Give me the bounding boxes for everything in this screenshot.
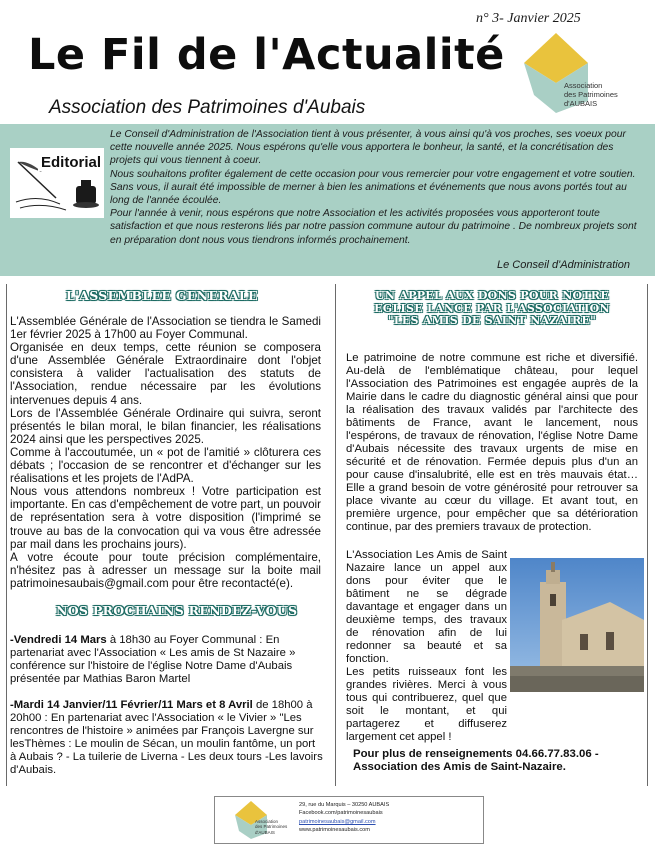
appel-paragraph: Le patrimoine de notre commune est riche et diversifié. Au-delà de l'emblématique château, pour lequel l'Association des Patrimoines est engagée auprès de la Mairie dans le cadre du diagnostic général ainsi que pour la réalisation des travaux validés par l'architecte des bâtiments de France, avant le lancement, nous l'espérons, de travaux de rénovation, l'église Notre Dame d'Aubais nécessite des travaux urgents de mise en sécurité et de rénovation. Fermée depuis plus d'un an pour cause d'insalubrité, elle est en très mauvais état… Elle a grand besoin de votre générosité pour retrouver sa place vivante au cœur du village. Et avant tout, en première urgence, pour empêcher que sa détérioration continue, par des premiers travaux de protection. bbox=[346, 352, 638, 533]
footer-email-link[interactable]: patrimoinesaubais@gmail.com bbox=[299, 818, 376, 825]
logo-text-line: d'AUBAIS bbox=[564, 99, 598, 108]
assemblee-paragraph: Organisée en deux temps, cette réunion se composera d'une Assemblée Générale Extraordinaire dont l'objet consistera à valider l'actualisation des statuts de l'Association, rendue nécessaire par les évolutions intervenues depuis 4 ans. bbox=[10, 341, 321, 407]
church-photo bbox=[510, 558, 644, 692]
footer-logo-text-line: d'AUBAIS bbox=[255, 829, 275, 835]
assemblee-body bbox=[10, 315, 321, 590]
appel-body bbox=[346, 352, 638, 534]
editorial-text bbox=[110, 128, 642, 247]
footer-logo-text-line: Association bbox=[255, 819, 279, 824]
event-date: -Mardi 14 Janvier/11 Février/11 Mars et 8 Avril bbox=[10, 699, 253, 711]
editorial-signature: Le Conseil d'Administration bbox=[497, 259, 630, 271]
event-description: à 18h30 au Foyer Communal : En partenariat avec l'Association « Les amis de St Nazaire » conférence sur l'histoire de l'église Notre Dame d'Aubais présentée par Mathias Baron Martel bbox=[10, 634, 296, 685]
rendezvous-body bbox=[10, 634, 323, 777]
event-date: -Vendredi 14 Mars bbox=[10, 634, 107, 646]
association-logo bbox=[524, 33, 629, 113]
editorial-paragraph: Nous souhaitons profiter également de cette occasion pour vous remercier pour votre engagement et votre soutien. Sans vous, il aurait été impossible de merner à bien les animations et événements que nous avons portés tout au long de l'année écoulée. bbox=[110, 168, 636, 207]
assemblee-heading: L'ASSEMBLEE GENERALE bbox=[66, 288, 258, 303]
appel-heading bbox=[344, 290, 640, 328]
editorial-label: Editorial bbox=[38, 154, 104, 171]
assemblee-paragraph: L'Assemblée Générale de l'Association se tiendra le Samedi 1er février 2025 à 17h00 au Foyer Communal. bbox=[10, 315, 321, 342]
appel-heading-line: "LES AMIS DE SAINT NAZAIRE" bbox=[387, 314, 597, 327]
issue-number: n° 3- Janvier 2025 bbox=[476, 11, 581, 26]
editorial-paragraph: Le Conseil d'Administration de l'Association tient à vous présenter, à vous ainsi qu'à vos proches, ses voeux pour cette nouvelle année 2025. Nous espérons qu'elle vous apportera le bonheur, la santé, et la concrétisation des projets qui vous tiennent à coeur. bbox=[110, 129, 626, 167]
footer-website-link[interactable]: www.patrimoinesaubais.com bbox=[299, 827, 370, 834]
assemblee-paragraph: Lors de l'Assemblée Générale Ordinaire qui suivra, seront présentés le bilan moral, le bilan financier, les réalisations 2024 ainsi que les perspectives 2025. bbox=[10, 406, 321, 446]
footer-facebook-link[interactable]: Facebook.com/patrimoinesaubais bbox=[299, 810, 383, 817]
logo-text-line: des Patrimoines bbox=[564, 90, 618, 99]
footer-logo bbox=[235, 801, 301, 839]
appel-heading-line: EGLISE LANCE PAR L'ASSOCIATION bbox=[374, 301, 610, 315]
event-description: de 18h00 à 20h00 : En partenariat avec l'Association « le Vivier » "Les rencontres de l'histoire » animées par François Lavergne sur lesThèmes : Le moulin de Sécan, un moulin fantôme, un port à Aubais ? - La tuilerie de Liverna - Les deux tours -Les lavoirs d'Aubais. bbox=[10, 699, 323, 776]
event-item bbox=[10, 699, 323, 777]
footer-info bbox=[299, 801, 389, 835]
footer-box bbox=[214, 796, 484, 844]
event-item bbox=[10, 634, 323, 686]
amis-paragraph: Les petits ruisseaux font les grandes rivières. Merci à vous tous qui contribuerez, quel que soit le montant, et qui partagerez et diffuserez largement cet appel ! bbox=[346, 666, 507, 743]
amis-paragraph: L'Association Les Amis de Saint Nazaire lance un appel aux dons pour éviter que le bâtiment ne se dégrade davantage et engager dans un deuxième temps, des travaux de rénovation afin de lui redonner sa beauté et sa fonction. bbox=[346, 549, 507, 665]
footer-logo-text-line: des Patrimoines bbox=[255, 824, 288, 830]
assemblee-paragraph: A votre écoute pour toute précision complémentaire, n'hésitez pas à adresser un message sur la boite mail patrimoinesaubais@gmail.com pour être recontacté(e). bbox=[10, 550, 321, 590]
amis-body bbox=[346, 549, 507, 744]
footer-address: 29, rue du Marquis – 30250 AUBAIS bbox=[299, 802, 390, 808]
assemblee-paragraph: Comme à l'accoutumée, un « pot de l'amitié » clôturera ces débats ; l'occasion de se rencontrer et d'échanger sur les réalisations et les projets de l'AdPA. bbox=[10, 445, 321, 486]
newsletter-title: Le Fil de l'Actualité bbox=[28, 30, 505, 80]
appel-heading-line: UN APPEL AUX DONS POUR NOTRE bbox=[374, 289, 610, 302]
editorial-paragraph: Pour l'année à venir, nous espérons que notre Association et les activités proposées vous apporteront toute satisfaction et que nous resterons liés par notre passion commune autour du patrimoine . De nombreux projets sont en préparation dont nous vous tiendrons informés prochainement. bbox=[110, 208, 637, 246]
newsletter-subtitle: Association des Patrimoines d'Aubais bbox=[49, 97, 366, 118]
contact-info: Pour plus de renseignements 04.66.77.83.06 - Association des Amis de Saint-Nazaire. bbox=[353, 748, 599, 773]
rendezvous-heading: NOS PROCHAINS RENDEZ-VOUS bbox=[56, 603, 298, 618]
logo-text-line: Association bbox=[564, 81, 603, 90]
assemblee-paragraph: Nous vous attendons nombreux ! Votre participation est importante. En cas d'empêchement de votre part, un pouvoir de représentation sera à votre disposition (l'imprimé se trouve au bas de la convocation qui va vous être adressée par mail dans les prochains jours). bbox=[10, 485, 321, 551]
